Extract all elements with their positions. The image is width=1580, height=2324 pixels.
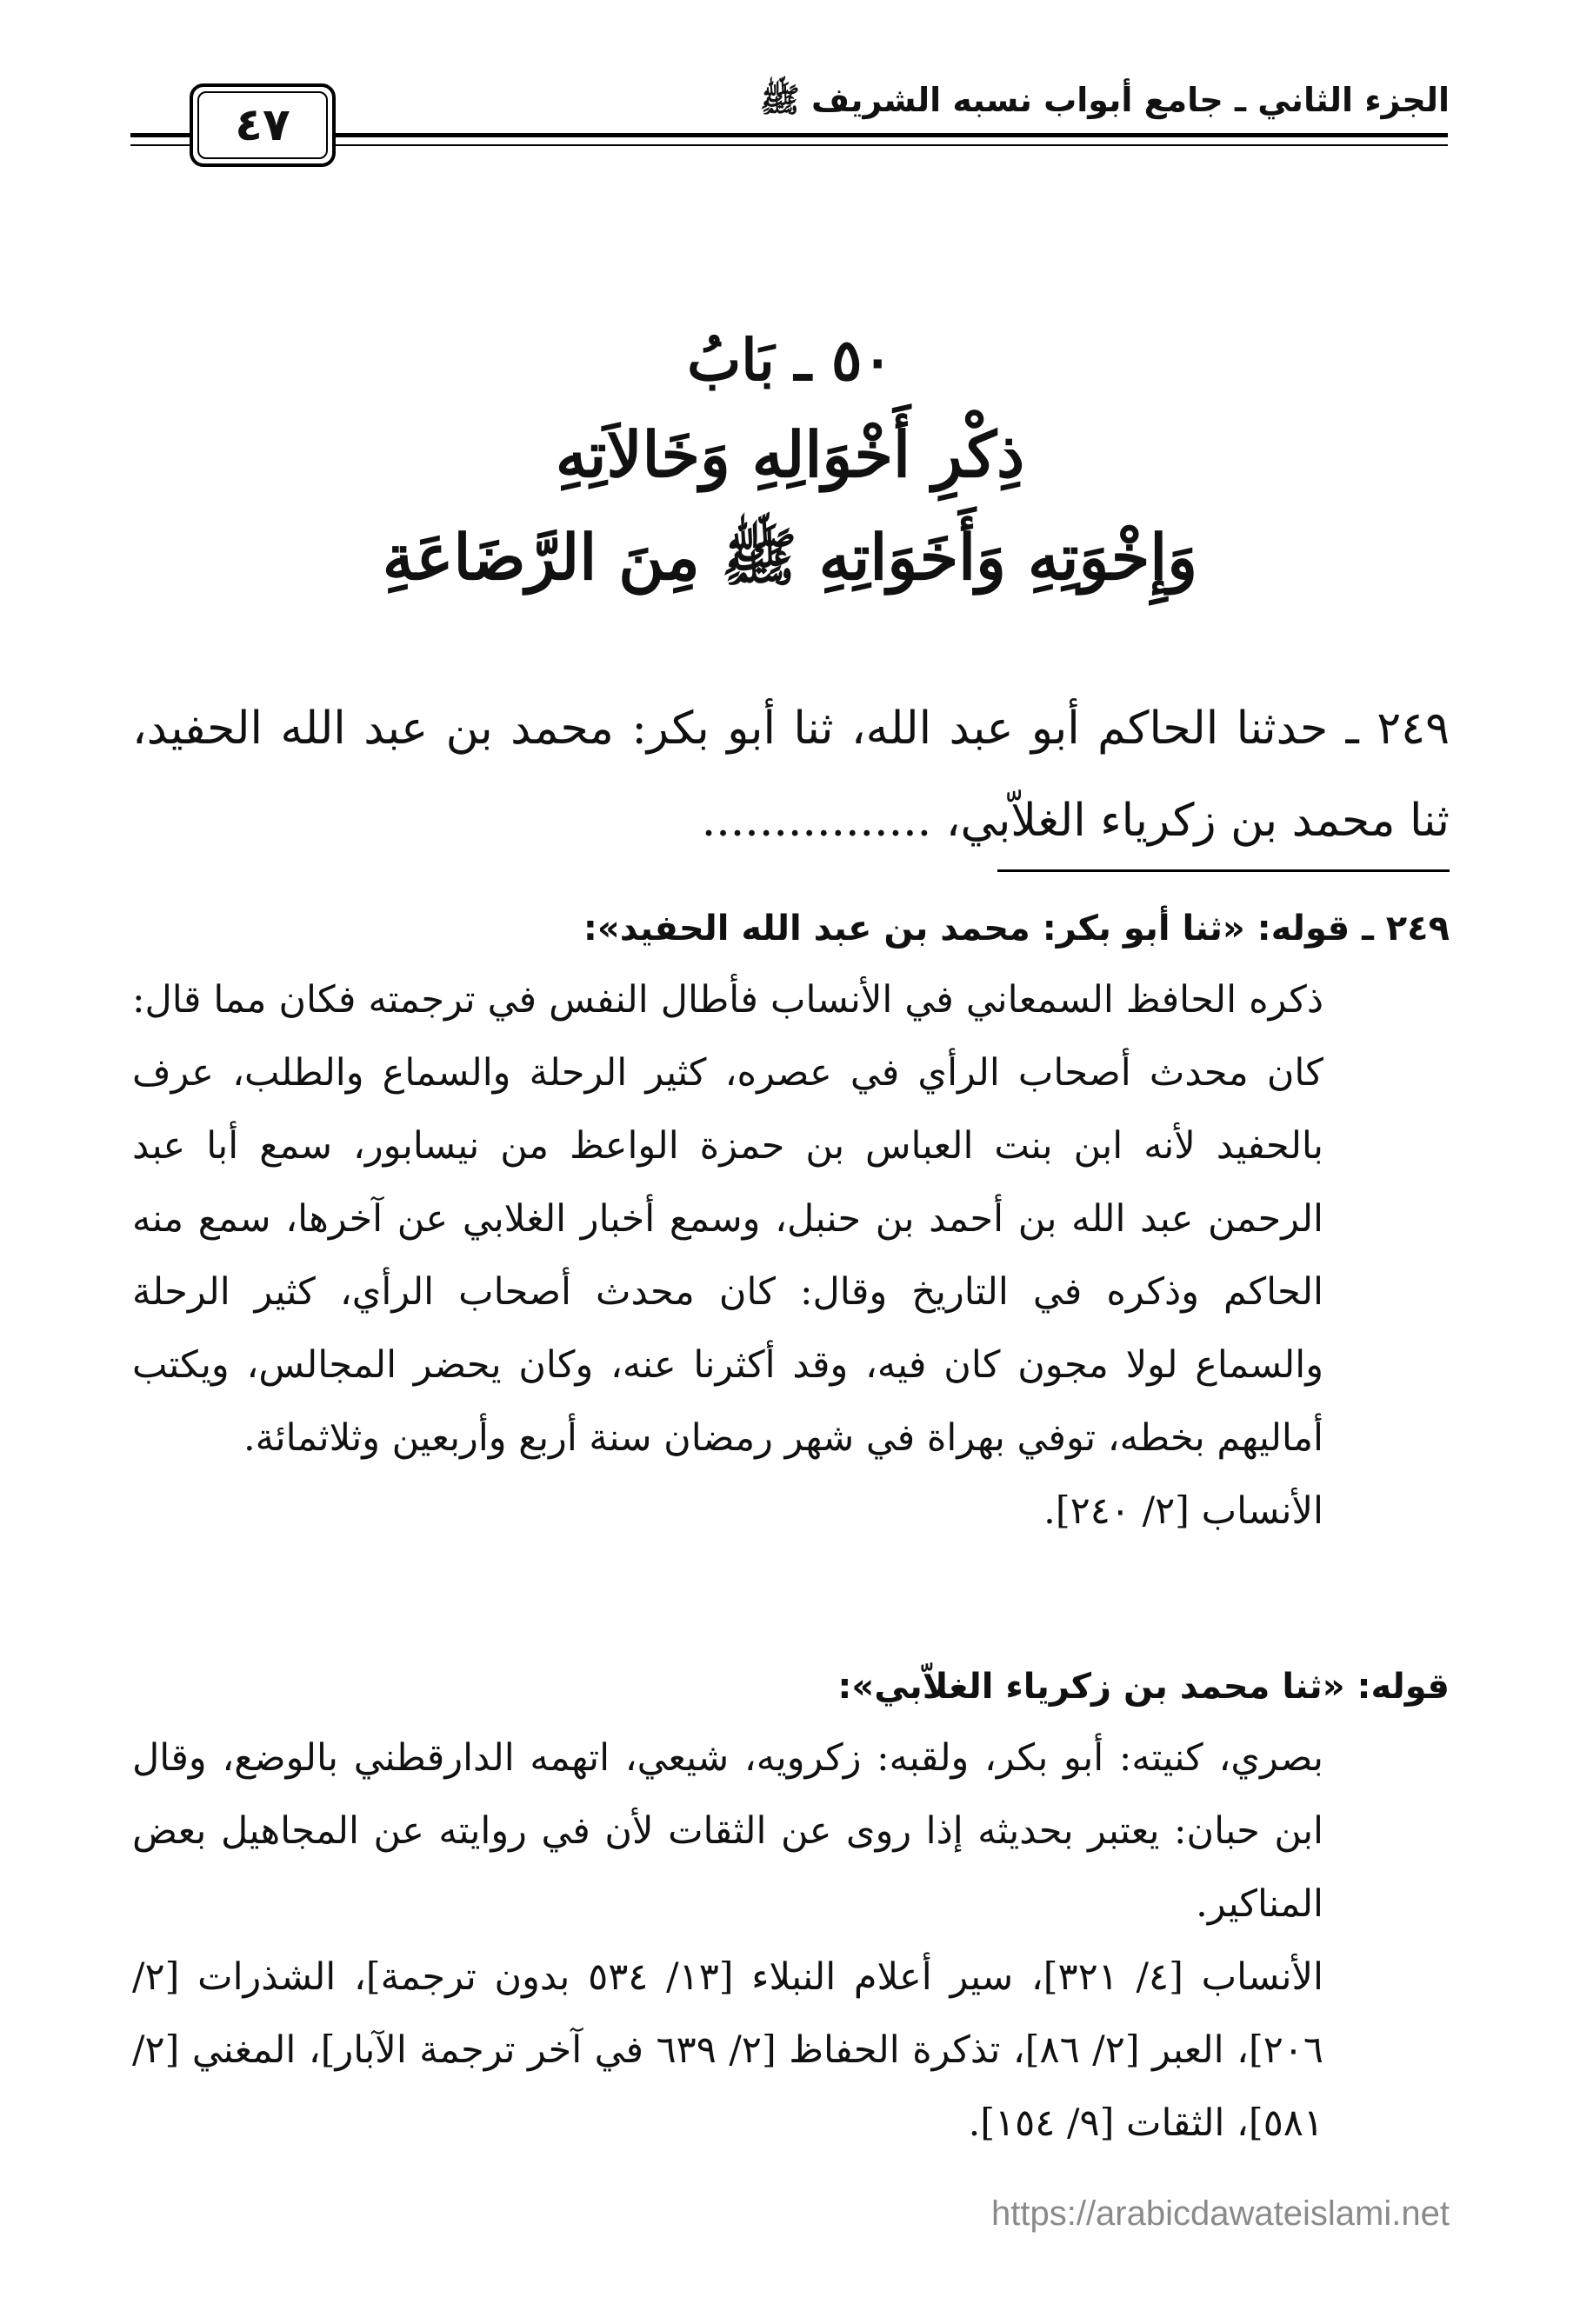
hadith-paragraph [132,683,1450,867]
commentary-paragraph: ذكره الحافظ السمعاني في الأنساب فأطال النفس في ترجمته فكان مما قال: كان محدث أصحاب الرأي في عصره، كثير الرحلة والسماع والطلب، عرف بالحفيد لأنه ابن بنت العباس بن حمزة الواعظ من نيسابور، سمع أبا عبد الرحمن عبد الله بن أحمد بن حنبل، وسمع أخبار الغلابي عن آخرها، سمع منه الحاكم وذكره في التاريخ وقال: كان محدث أصحاب الرأي، كثير الرحلة والسماع لولا مجون كان فيه، وقد أكثرنا عنه، وكان يحضر المجالس، ويكتب أماليهم بخطه، توفي بهراة في شهر رمضان سنة أربع وأربعين وثلاثمائة. [132,978,1323,1460]
hadith-text: ٢٤٩ ـ حدثنا الحاكم أبو عبد الله، ثنا أبو بكر: محمد بن عبد الله الحفيد، ثنا محمد بن زكرياء الغلاّبي، [132,703,1450,847]
commentary-section-1 [132,894,1450,1548]
commentary-body [132,1721,1450,2160]
chapter-title-line-1: ذِكْرِ أَخْوَالِهِ وَخَالاَتِهِ [555,417,1025,491]
chapter-title-line-2: وَإِخْوَتِهِ وَأَخَوَاتِهِ ﷺ مِنَ الرَّضَاعَةِ [382,520,1198,594]
source-reference: الأنساب [٤/ ٣٢١]، سير أعلام النبلاء [١٣/ ٥٣٤ بدون ترجمة]، الشذرات [٢/ ٢٠٦]، العبر [٢/ ٨٦]، تذكرة الحفاظ [٢/ ٦٣٩ في آخر ترجمة الآبار]، المغني [٢/ ٥٨١]، الثقات [٩/ ١٥٤]. [132,1955,1324,2145]
page-number-frame [190,83,336,167]
commentary-section-2 [132,1652,1450,2160]
commentary-paragraph: بصري، كنيته: أبو بكر، ولقبه: زكرويه، شيعي، اتهمه الدارقطني بالوضع، وقال ابن حبان: يعتبر بحديثه إذا روى عن الثقات لأن في روايته عن المجاهيل بعض المناكير. [132,1736,1323,1926]
commentary-heading: ٢٤٩ ـ قوله: «ثنا أبو بكر: محمد بن عبد الله الحفيد»: [583,909,1450,949]
footnote-separator [997,869,1450,872]
source-reference: الأنساب [٢/ ٢٤٠]. [1043,1489,1323,1533]
commentary-heading: قوله: «ثنا محمد بن زكرياء الغلاّبي»: [837,1667,1450,1707]
commentary-body [132,963,1450,1548]
ellipsis-dots: ................ [701,795,932,847]
running-header-title: الجزء الثاني ـ جامع أبواب نسبه الشريف ﷺ [759,81,1450,119]
watermark-url: https://arabicdawateislami.net [991,2194,1450,2233]
hadith-text-block [132,683,1450,867]
chapter-number: ٥٠ ـ بَابُ [687,326,893,394]
page-number: ٤٧ [197,91,328,159]
